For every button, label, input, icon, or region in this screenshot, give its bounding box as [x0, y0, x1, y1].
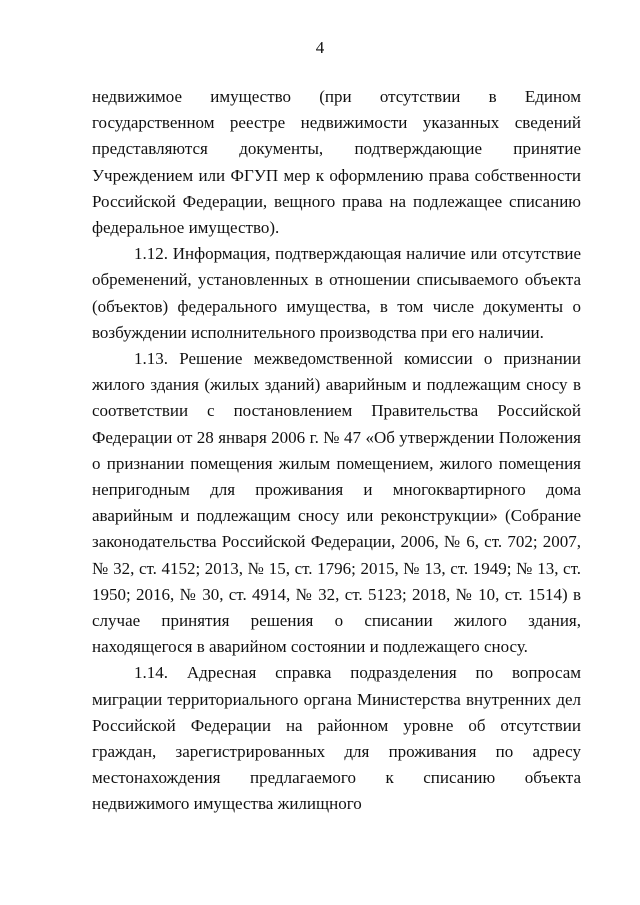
document-body [92, 84, 581, 818]
page-number: 4 [315, 38, 325, 57]
paragraph-1-14: 1.14. Адресная справка подразделения по вопросам миграции территориального органа Министерства внутренних дел Российской Федерации на районном уровне об отсутствии граждан, зарегистрированных для проживания по адресу местонахождения предлагаемого к списанию объекта недвижимого имущества жилищного [92, 663, 581, 814]
paragraph-1-13: 1.13. Решение межведомственной комиссии о признании жилого здания (жилых зданий) аварийным и подлежащим сносу в соответствии с постановлением Правительства Российской Федерации от 28 января 2006 г. № 47 «Об утверждении Положения о признании помещения жилым помещением, жилого помещения непригодным для проживания и многоквартирного дома аварийным и подлежащим сносу или реконструкции» (Собрание законодательства Российской Федерации, 2006, № 6, ст. 702; 2007, № 32, ст. 4152; 2013, № 15, ст. 1796; 2015, № 13, ст. 1949; № 13, ст. 1950; 2016, № 30, ст. 4914, № 32, ст. 5123; 2018, № 10, ст. 1514) в случае принятия решения о списании жилого здания, находящегося в аварийном состоянии и подлежащего сносу. [92, 349, 581, 657]
paragraph-1-12: 1.12. Информация, подтверждающая наличие или отсутствие обременений, установленных в отношении списываемого объекта (объектов) федерального имущества, в том числе документы о возбуждении исполнительного производства при его наличии. [92, 244, 581, 342]
paragraph-continuation: недвижимое имущество (при отсутствии в Едином государственном реестре недвижимости указанных сведений представляются документы, подтверждающие принятие Учреждением или ФГУП мер к оформлению права собственности Российской Федерации, вещного права на подлежащее списанию федеральное имущество). [92, 87, 581, 238]
